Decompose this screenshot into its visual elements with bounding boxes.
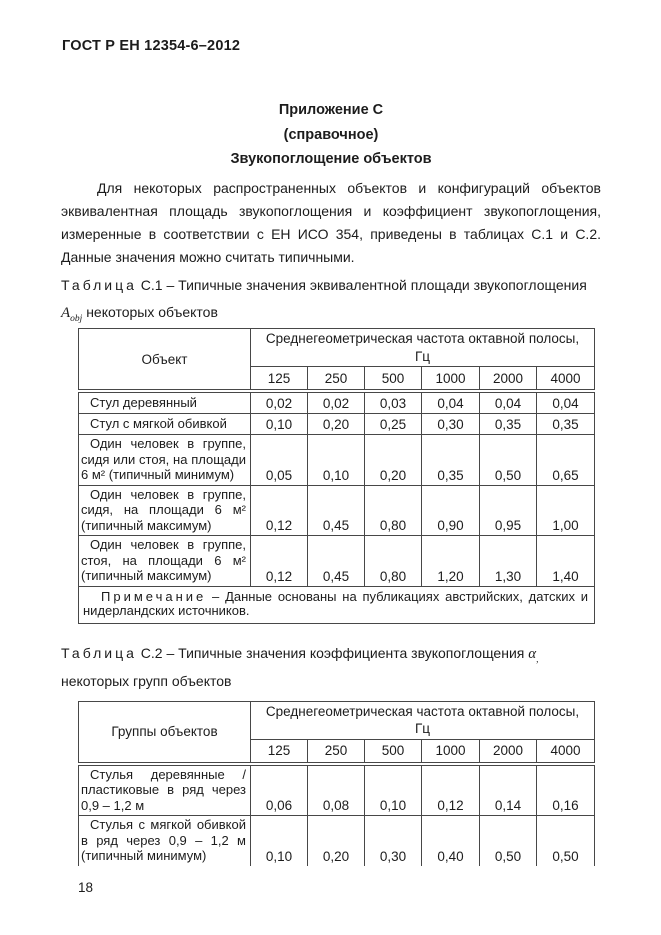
groups-column-header: Группы объектов [79,701,251,764]
row-value: 0,25 [365,414,422,435]
row-value: 0,40 [422,816,480,866]
row-value: 0,80 [365,485,422,536]
row-label: Один человек в группе, стоя, на площади 6 м² (типичный максимум) [79,536,251,587]
page-number: 18 [78,879,94,895]
band-header: Среднегеометрическая частота октавной полосы, Гц [251,329,595,367]
frequency-header: 1000 [422,739,480,764]
absorption-table-c2 [78,701,595,866]
frequency-header: 250 [308,739,365,764]
appendix-title-block [61,98,601,172]
row-value: 0,08 [308,764,365,816]
row-value: 0,35 [422,435,480,486]
table-row [79,485,595,536]
caption-label: Таблица [61,277,137,294]
document-header: ГОСТ Р ЕН 12354-6–2012 [62,38,241,54]
row-label: Стул с мягкой обивкой [79,414,251,435]
absorption-coefficient-symbol: $\alpha_,$ [528,645,539,665]
caption-label: Таблица [61,644,137,661]
row-label: Стулья деревянные /пластиковые в ряд через 0,9 – 1,2 м [79,764,251,816]
row-label: Стул деревянный [79,391,251,414]
row-value: 0,06 [251,764,308,816]
row-value: 0,12 [251,485,308,536]
row-value: 0,20 [308,816,365,866]
caption-tail: некоторых групп объектов [61,672,232,689]
row-value: 0,12 [422,764,480,816]
row-value: 0,10 [308,435,365,486]
band-header: Среднегеометрическая частота октавной полосы, Гц [251,701,595,739]
row-value: 0,04 [537,391,595,414]
appendix-subtitle: (справочное) [283,126,379,143]
note-row [79,586,595,623]
caption-number: С.1 [140,277,163,294]
table-row [79,536,595,587]
table-c1-caption [61,272,601,327]
table-row [79,764,595,816]
band-header-row [79,701,595,739]
row-value: 0,95 [480,485,537,536]
note-text: – Данные основаны на публикациях австрийских, датских и нидерландских источников. [83,588,589,619]
table-row [79,391,595,414]
frequency-header: 1000 [422,367,480,392]
row-value: 0,14 [480,764,537,816]
row-value: 0,65 [537,435,595,486]
frequency-header: 2000 [480,367,537,392]
table-note [79,586,595,623]
row-value: 0,35 [480,414,537,435]
row-value: 0,45 [308,485,365,536]
band-header-row [79,329,595,367]
note-label: Примечание [101,588,207,604]
row-value: 0,50 [480,816,537,866]
appendix-heading: Звукопоглощение объектов [230,151,432,167]
table-row [79,414,595,435]
object-column-header: Объект [79,329,251,392]
frequency-header: 125 [251,367,308,392]
row-value: 0,02 [251,391,308,414]
frequency-header: 2000 [480,739,537,764]
frequency-header: 250 [308,367,365,392]
intro-paragraph: Для некоторых распространенных объектов и конфигураций объектов эквивалентная площадь звукопоглощения и коэффициент звукопоглощения, измеренные в соответствии с ЕН ИСО 354, приведены в таблицах С.1 и С.2. Данные значения можно считать типичными. [61,179,601,266]
table-row [79,816,595,866]
row-value: 0,50 [480,435,537,486]
row-value: 1,30 [480,536,537,587]
caption-text: – Типичные значения коэффициента звукопоглощения [166,644,525,661]
row-value: 0,30 [365,816,422,866]
frequency-header: 500 [365,739,422,764]
caption-text: – Типичные значения эквивалентной площади звукопоглощения [166,277,587,294]
absorption-table-c1 [78,328,595,624]
row-value: 0,03 [365,391,422,414]
frequency-header: 4000 [537,739,595,764]
row-value: 0,20 [308,414,365,435]
table-c2-caption [61,640,601,695]
appendix-title: Приложение С [278,102,384,118]
caption-number: С.2 [140,644,163,661]
row-value: 0,35 [537,414,595,435]
row-value: 0,12 [251,536,308,587]
row-value: 1,40 [537,536,595,587]
row-value: 0,04 [480,391,537,414]
frequency-header: 125 [251,739,308,764]
row-value: 0,90 [422,485,480,536]
row-value: 0,10 [365,764,422,816]
row-value: 0,05 [251,435,308,486]
row-value: 0,80 [365,536,422,587]
frequency-header: 500 [365,367,422,392]
caption-tail: некоторых объектов [86,304,218,321]
row-value: 0,10 [251,414,308,435]
row-value: 1,00 [537,485,595,536]
absorption-area-symbol: $A_{obj}$ [61,305,83,325]
row-value: 0,45 [308,536,365,587]
frequency-header: 4000 [537,367,595,392]
table-row [79,435,595,486]
row-value: 0,04 [422,391,480,414]
row-label: Один человек в группе, сидя или стоя, на площади 6 м² (типичный минимум) [79,435,251,486]
row-value: 0,30 [422,414,480,435]
row-value: 0,20 [365,435,422,486]
row-value: 0,10 [251,816,308,866]
row-value: 0,50 [537,816,595,866]
row-value: 0,16 [537,764,595,816]
row-label: Стулья с мягкой обивкой в ряд через 0,9 – 1,2 м (типичный минимум) [79,816,251,866]
row-value: 0,02 [308,391,365,414]
row-value: 1,20 [422,536,480,587]
row-label: Один человек в группе, сидя, на площади 6 м² (типичный максимум) [79,485,251,536]
